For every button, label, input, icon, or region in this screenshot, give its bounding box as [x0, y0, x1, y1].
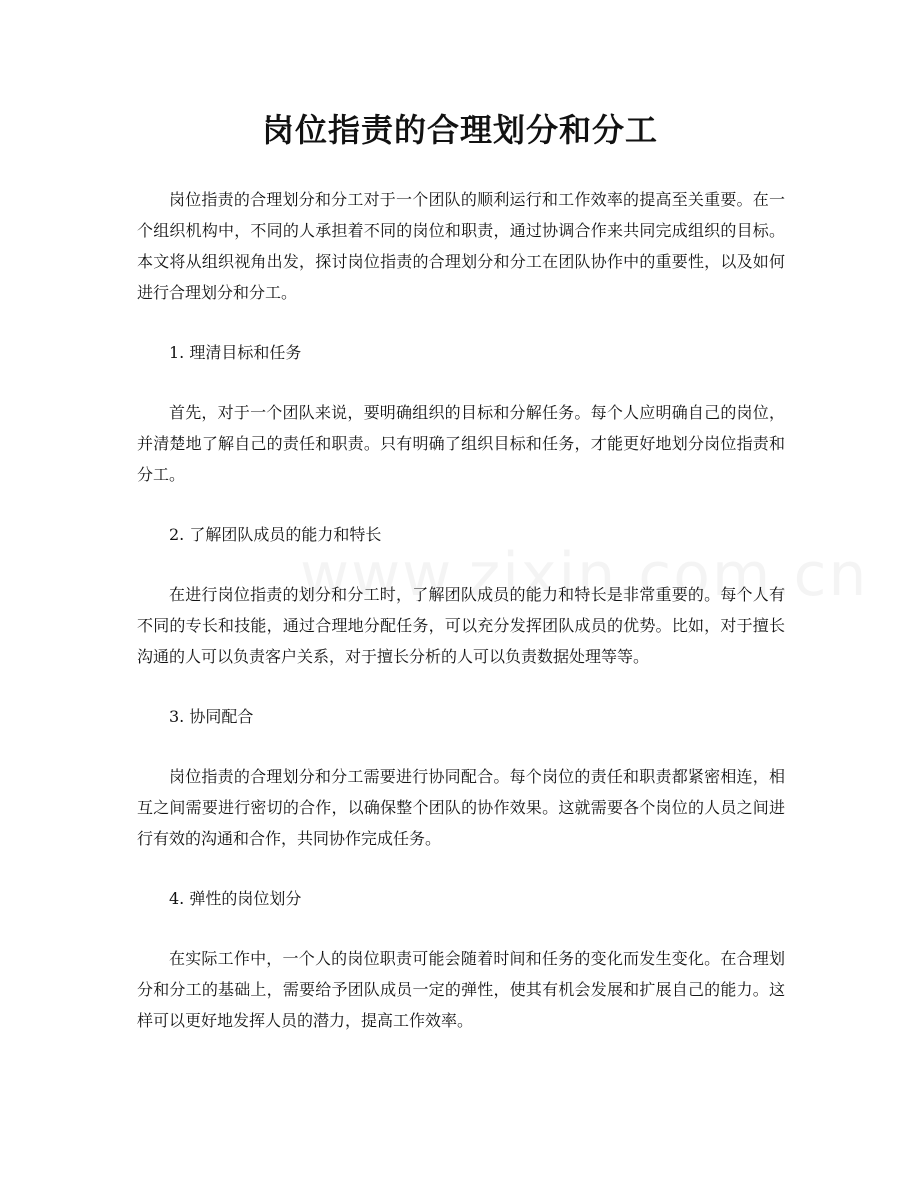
section-heading-2: 2. 了解团队成员的能力和特长: [169, 525, 382, 544]
section-heading-4: 4. 弹性的岗位划分: [169, 889, 302, 908]
page-title: 岗位指责的合理划分和分工: [261, 111, 658, 149]
section-body-3: 岗位指责的合理划分和分工需要进行协同配合。每个岗位的责任和职责都紧密相连，相互之间需要进行密切的合作，以确保整个团队的协作效果。这就需要各个岗位的人员之间进行有效的沟通和合作，共同协作完成任务。: [137, 767, 785, 848]
section-heading-1: 1. 理清目标和任务: [169, 343, 302, 362]
section-body-1: 首先，对于一个团队来说，要明确组织的目标和分解任务。每个人应明确自己的岗位，并清楚地了解自己的责任和职责。只有明确了组织目标和任务，才能更好地划分岗位指责和分工。: [137, 403, 785, 484]
document-body: [137, 184, 785, 1036]
section-heading-3: 3. 协同配合: [169, 707, 254, 726]
intro-paragraph: 岗位指责的合理划分和分工对于一个团队的顺利运行和工作效率的提高至关重要。在一个组织机构中，不同的人承担着不同的岗位和职责，通过协调合作来共同完成组织的目标。本文将从组织视角出发，探讨岗位指责的合理划分和分工在团队协作中的重要性，以及如何进行合理划分和分工。: [137, 190, 785, 302]
section-body-2: 在进行岗位指责的划分和分工时，了解团队成员的能力和特长是非常重要的。每个人有不同的专长和技能，通过合理地分配任务，可以充分发挥团队成员的优势。比如，对于擅长沟通的人可以负责客户关系，对于擅长分析的人可以负责数据处理等等。: [137, 585, 785, 666]
section-body-4: 在实际工作中，一个人的岗位职责可能会随着时间和任务的变化而发生变化。在合理划分和分工的基础上，需要给予团队成员一定的弹性，使其有机会发展和扩展自己的能力。这样可以更好地发挥人员的潜力，提高工作效率。: [137, 949, 785, 1030]
